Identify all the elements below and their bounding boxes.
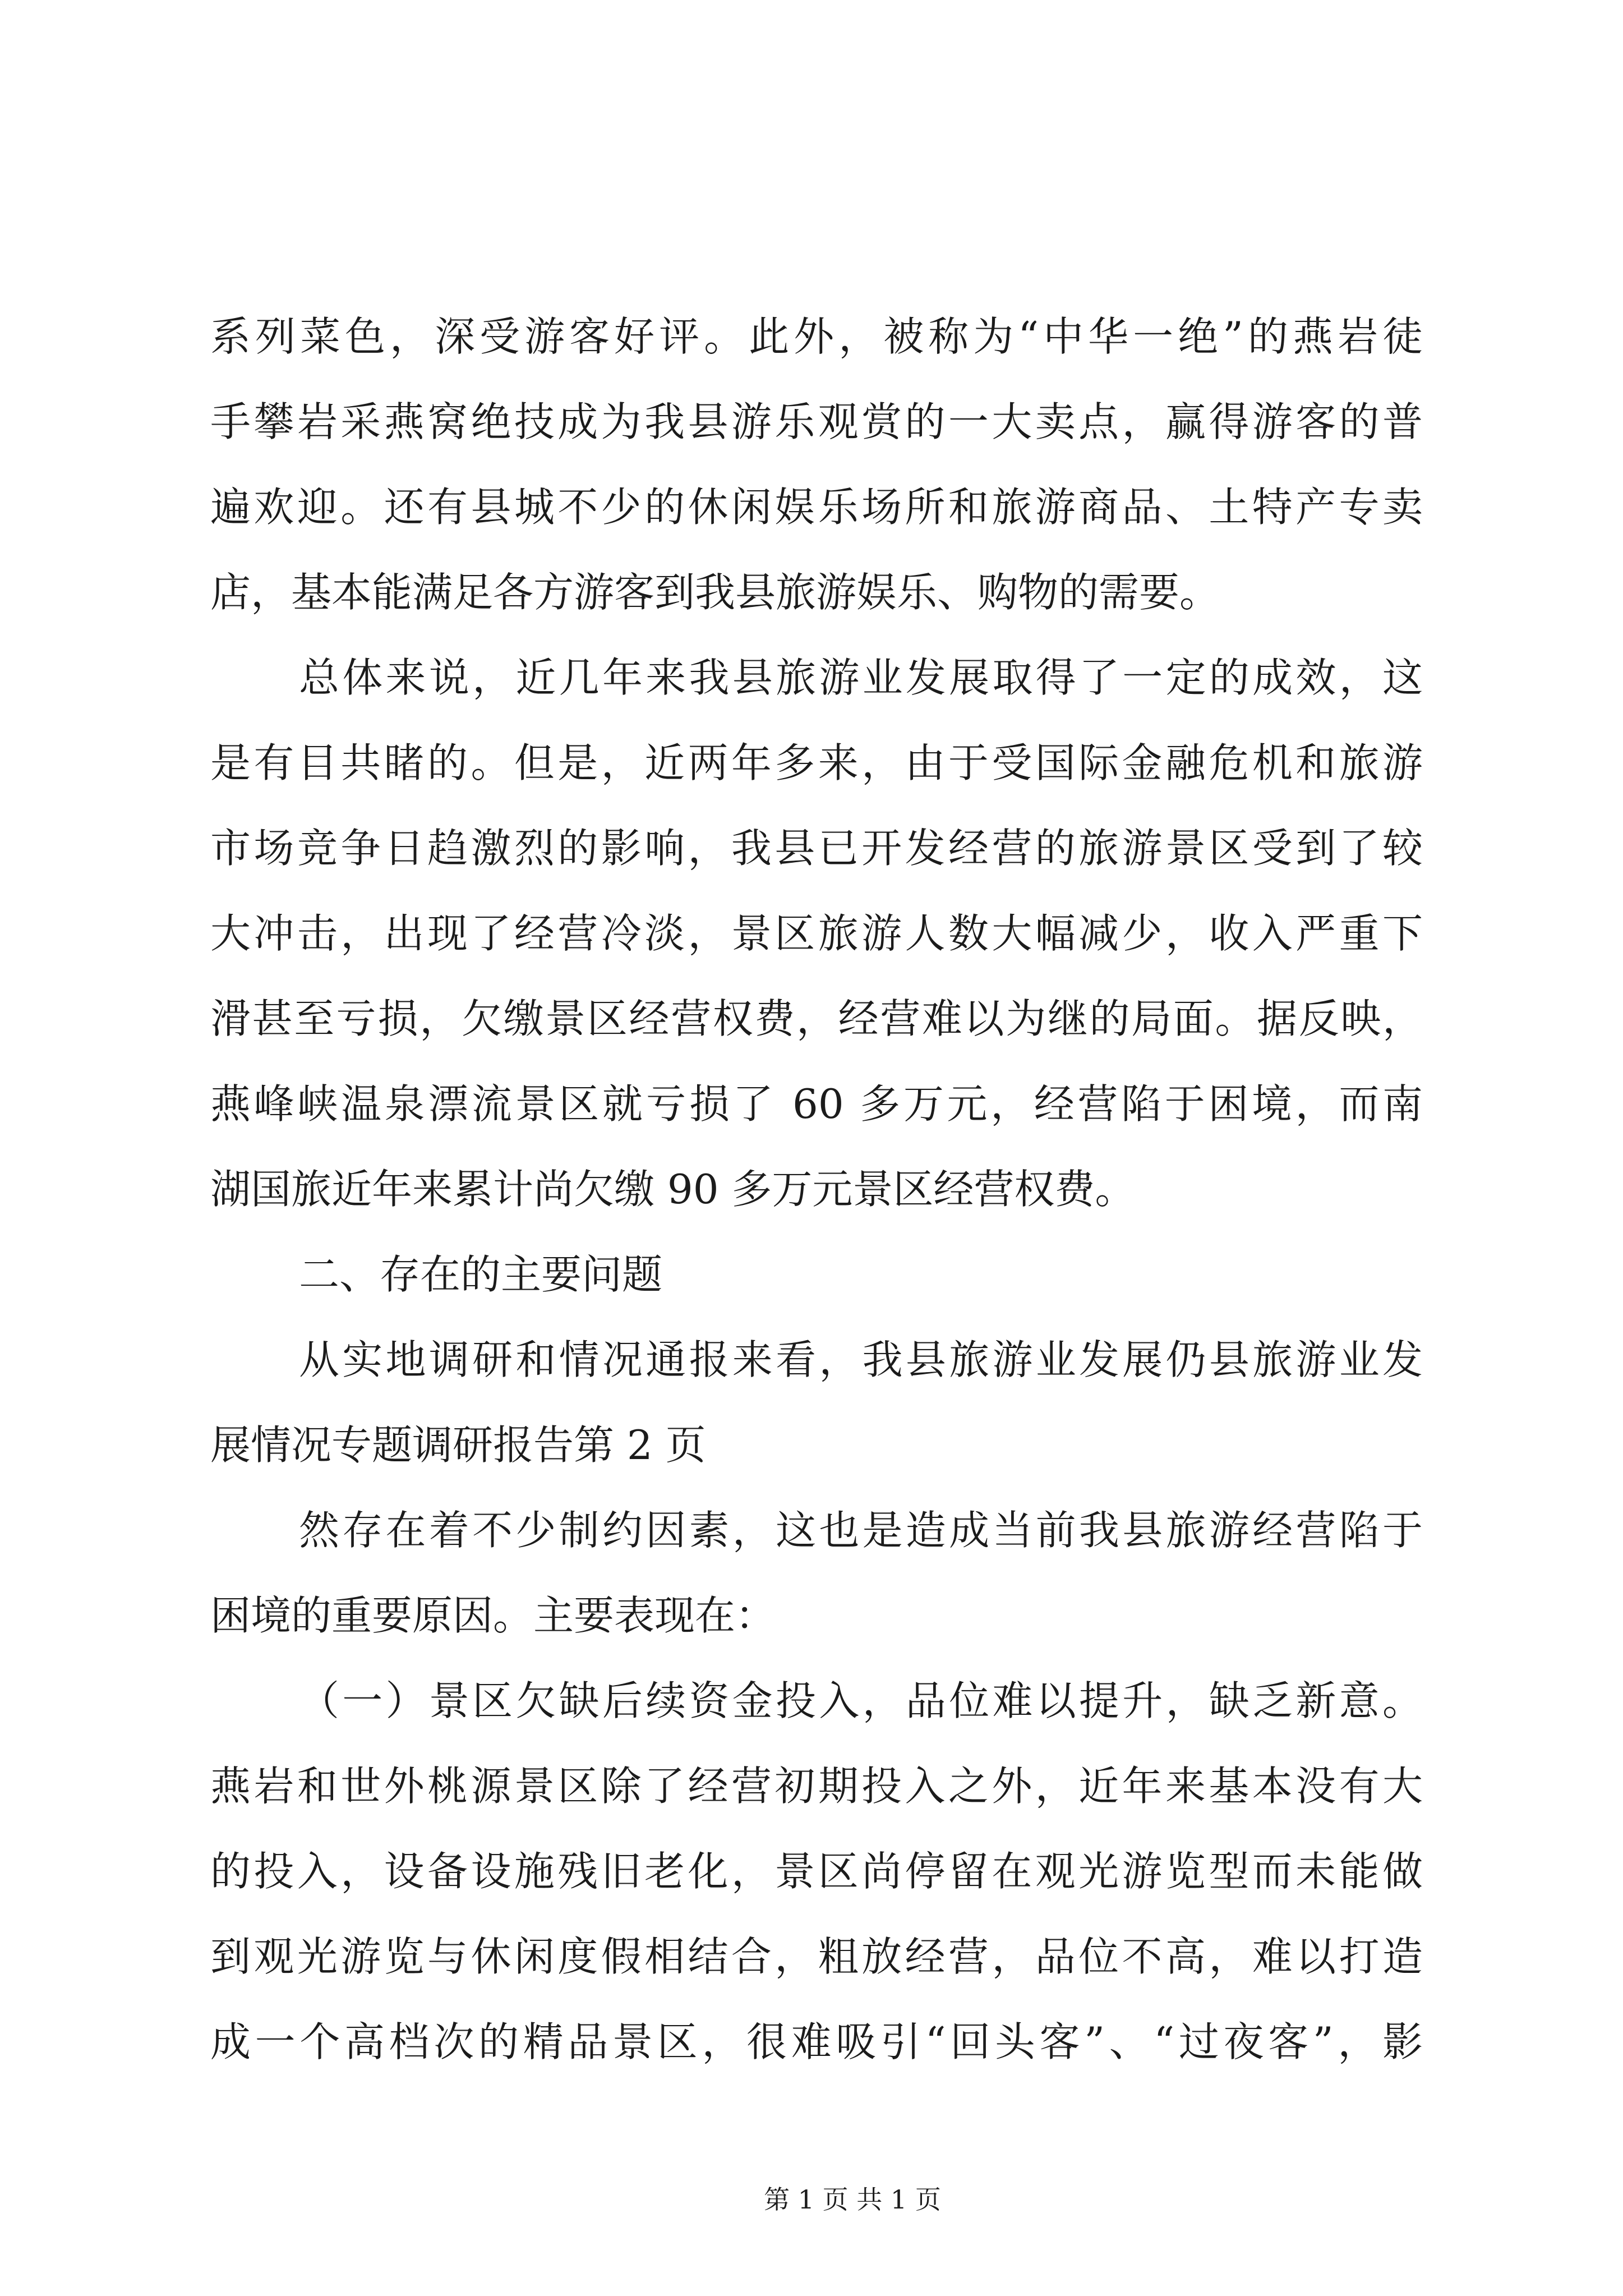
text-line: 系列菜色，深受游客好评。此外，被称为“中华一绝”的燕岩徒 (210, 313, 1423, 360)
text-line: 从实地调研和情况通报来看，我县旅游业发展仍县旅游业发 (299, 1336, 1423, 1383)
text-line: 市场竞争日趋激烈的影响，我县已开发经营的旅游景区受到了较 (210, 825, 1423, 872)
section-heading: 二、存在的主要问题 (299, 1251, 663, 1298)
text-line: 展情况专题调研报告第 2 页 (210, 1421, 706, 1469)
text-line: 总体来说，近几年来我县旅游业发展取得了一定的成效，这 (299, 654, 1423, 701)
text-line: 手攀岩采燕窝绝技成为我县游乐观赏的一大卖点，赢得游客的普 (210, 398, 1423, 445)
text-line: 燕岩和世外桃源景区除了经营初期投入之外，近年来基本没有大 (210, 1763, 1423, 1810)
text-line: 滑甚至亏损，欠缴景区经营权费，经营难以为继的局面。据反映， (210, 995, 1423, 1042)
subsection-heading-line: （一）景区欠缺后续资金投入，品位难以提升，缺乏新意。 (299, 1677, 1423, 1724)
text-line: 遍欢迎。还有县城不少的休闲娱乐场所和旅游商品、土特产专卖 (210, 484, 1423, 531)
page-footer: 第 1 页 共 1 页 (764, 2184, 941, 2215)
text-line: 湖国旅近年来累计尚欠缴 90 多万元景区经营权费。 (210, 1166, 1136, 1213)
text-line: 的投入，设备设施残旧老化，景区尚停留在观光游览型而未能做 (210, 1848, 1423, 1895)
document-body (210, 294, 1423, 2085)
text-line: 燕峰峡温泉漂流景区就亏损了 60 多万元，经营陷于困境，而南 (210, 1080, 1423, 1128)
text-line: 是有目共睹的。但是，近两年多来，由于受国际金融危机和旅游 (210, 739, 1423, 786)
text-line: 困境的重要原因。主要表现在： (210, 1592, 776, 1639)
text-line: 成一个高档次的精品景区，很难吸引“回头客”、“过夜客”，影 (210, 2018, 1423, 2065)
text-line: 大冲击，出现了经营冷淡，景区旅游人数大幅减少，收入严重下 (210, 910, 1423, 957)
text-line: 到观光游览与休闲度假相结合，粗放经营，品位不高，难以打造 (210, 1933, 1423, 1980)
text-line: 店，基本能满足各方游客到我县旅游娱乐、购物的需要。 (210, 569, 1220, 616)
text-line: 然存在着不少制约因素，这也是造成当前我县旅游经营陷于 (299, 1507, 1423, 1554)
